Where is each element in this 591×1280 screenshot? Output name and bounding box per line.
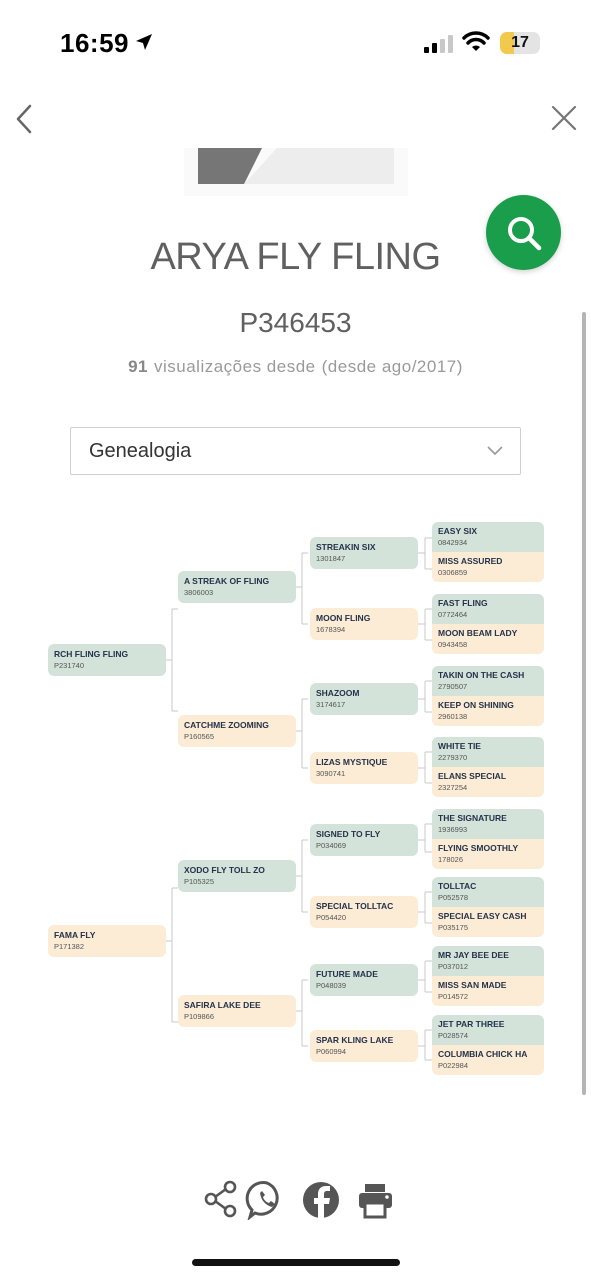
pedigree-gen4-node[interactable] (432, 877, 544, 907)
node-reg: P160565 (184, 732, 215, 741)
node-reg: 178026 (438, 855, 464, 864)
pedigree-gen4-pair (432, 737, 544, 797)
pedigree-gen4-node[interactable] (432, 907, 544, 937)
pedigree-gen4-node[interactable] (432, 1045, 544, 1075)
pedigree-gen4-node[interactable] (432, 809, 544, 839)
pedigree-gen4-node[interactable] (432, 946, 544, 976)
pedigree-gen4-pair (432, 522, 544, 582)
node-reg: 2327254 (438, 783, 468, 792)
node-name: FUTURE MADE (316, 969, 378, 979)
node-reg: 1936993 (438, 825, 468, 834)
pedigree-gen4-node[interactable] (432, 552, 544, 582)
node-reg: 0306859 (438, 568, 468, 577)
node-reg: 1678394 (316, 625, 346, 634)
node-name: SPECIAL EASY CASH (438, 911, 527, 921)
pedigree-gen2-node[interactable] (178, 860, 296, 892)
pedigree-sire[interactable] (48, 644, 166, 676)
views-since: (desde ago/2017) (321, 357, 463, 376)
pedigree-gen4-node[interactable] (432, 767, 544, 797)
pedigree-gen4-node[interactable] (432, 696, 544, 726)
pedigree-gen2-node[interactable] (178, 571, 296, 603)
pedigree-gen3-node[interactable] (310, 537, 418, 569)
pedigree-gen2-node[interactable] (178, 995, 296, 1027)
node-name: SHAZOOM (316, 688, 360, 698)
node-reg: P060994 (316, 1047, 347, 1056)
node-reg: P035175 (438, 923, 469, 932)
node-name: FAMA FLY (54, 930, 96, 940)
node-name: LIZAS MYSTIQUE (316, 757, 388, 767)
node-name: COLUMBIA CHICK HA (438, 1049, 528, 1059)
pedigree-gen4-node[interactable] (432, 839, 544, 869)
pedigree-gen4-pair (432, 666, 544, 726)
node-reg: 0943458 (438, 640, 468, 649)
node-reg: 3090741 (316, 769, 346, 778)
node-reg: P171382 (54, 942, 85, 951)
node-name: A STREAK OF FLING (184, 576, 270, 586)
node-name: MOON BEAM LADY (438, 628, 518, 638)
node-name: MOON FLING (316, 613, 371, 623)
node-name: JET PAR THREE (438, 1019, 505, 1029)
node-name: WHITE TIE (438, 741, 481, 751)
pedigree-gen4-node[interactable] (432, 976, 544, 1006)
node-name: SPAR KLING LAKE (316, 1035, 394, 1045)
node-reg: 2960138 (438, 712, 468, 721)
views-count: 91 (128, 357, 148, 376)
node-name: MISS SAN MADE (438, 980, 507, 990)
share-bar (204, 1180, 400, 1220)
battery-percentage: 17 (511, 34, 529, 51)
home-indicator[interactable] (192, 1259, 400, 1266)
pedigree-gen4-pair (432, 809, 544, 869)
node-name: TAKIN ON THE CASH (438, 670, 525, 680)
pedigree-gen4-pair (432, 1015, 544, 1075)
node-reg: P037012 (438, 962, 469, 971)
node-name: KEEP ON SHINING (438, 700, 514, 710)
pedigree-dam[interactable] (48, 925, 166, 957)
pedigree-gen3-node[interactable] (310, 752, 418, 784)
pedigree-gen4-node[interactable] (432, 522, 544, 552)
registration-number: P346453 (239, 307, 352, 338)
node-name: XODO FLY TOLL ZO (184, 865, 265, 875)
node-name: SIGNED TO FLY (316, 829, 381, 839)
status-time: 16:59 (60, 28, 129, 58)
facebook-icon[interactable] (303, 1182, 339, 1218)
node-name: FLYING SMOOTHLY (438, 843, 519, 853)
node-reg: 3806003 (184, 588, 214, 597)
node-reg: P048039 (316, 981, 347, 990)
node-reg: P014572 (438, 992, 469, 1001)
node-name: SAFIRA LAKE DEE (184, 1000, 261, 1010)
node-reg: 1301847 (316, 554, 346, 563)
pedigree-gen2-node[interactable] (178, 715, 296, 747)
whatsapp-icon[interactable] (247, 1183, 277, 1217)
node-name: FAST FLING (438, 598, 488, 608)
node-name: RCH FLING FLING (54, 649, 129, 659)
pedigree-gen4-pair (432, 594, 544, 654)
horse-name: ARYA FLY FLING (150, 236, 441, 278)
node-reg: P052578 (438, 893, 469, 902)
node-name: ELANS SPECIAL (438, 771, 507, 781)
pedigree-gen4-pair (432, 877, 544, 937)
node-reg: 0772464 (438, 610, 468, 619)
node-name: TOLLTAC (438, 881, 477, 891)
pedigree-gen3-node[interactable] (310, 896, 418, 928)
pedigree-gen4-node[interactable] (432, 624, 544, 654)
node-name: MISS ASSURED (438, 556, 503, 566)
node-name: EASY SIX (438, 526, 478, 536)
pedigree-gen4-node[interactable] (432, 666, 544, 696)
pedigree-gen3-node[interactable] (310, 683, 418, 715)
pedigree-gen4-pair (432, 946, 544, 1006)
pedigree-gen4-node[interactable] (432, 594, 544, 624)
views-label: visualizações desde (153, 357, 316, 376)
node-reg: P028574 (438, 1031, 469, 1040)
pedigree-gen3-node[interactable] (310, 824, 418, 856)
node-name: MR JAY BEE DEE (438, 950, 509, 960)
node-name: SPECIAL TOLLTAC (316, 901, 394, 911)
share-icon[interactable] (206, 1182, 235, 1216)
node-reg: P231740 (54, 661, 85, 670)
pedigree-gen4-node[interactable] (432, 1015, 544, 1045)
node-reg: 0842934 (438, 538, 468, 547)
node-reg: 2790507 (438, 682, 468, 691)
pedigree-gen3-node[interactable] (310, 608, 418, 640)
pedigree-gen3-node[interactable] (310, 964, 418, 996)
pedigree-gen3-node[interactable] (310, 1030, 418, 1062)
node-reg: P105325 (184, 877, 215, 886)
node-reg: 3174617 (316, 700, 346, 709)
node-reg: 2279370 (438, 753, 468, 762)
node-name: THE SIGNATURE (438, 813, 507, 823)
node-reg: P034069 (316, 841, 347, 850)
node-name: STREAKIN SIX (316, 542, 376, 552)
pedigree-gen4-node[interactable] (432, 737, 544, 767)
node-reg: P054420 (316, 913, 347, 922)
node-name: CATCHME ZOOMING (184, 720, 269, 730)
node-reg: P109866 (184, 1012, 215, 1021)
printer-icon[interactable] (359, 1184, 392, 1217)
section-select-value: Genealogia (89, 440, 192, 462)
node-reg: P022984 (438, 1061, 469, 1070)
